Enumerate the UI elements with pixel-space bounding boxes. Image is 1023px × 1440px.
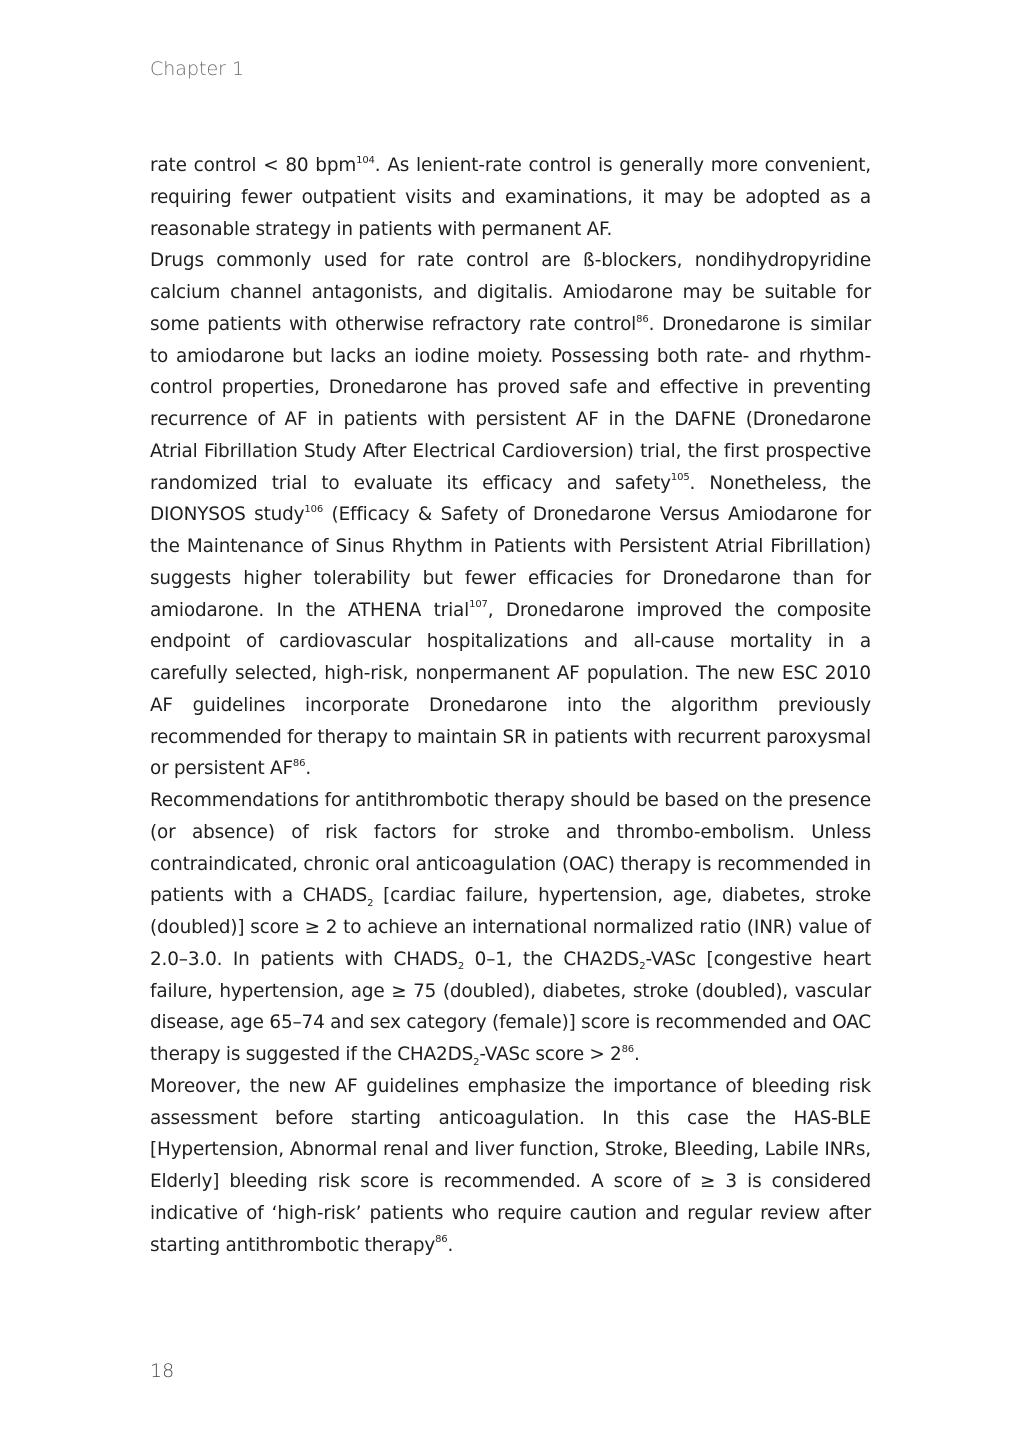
paragraph-text: . Dronedarone is similar to amiodarone but lacks an iodine moiety. Possessing both rate- and rhythm-control properties, Dronedarone has proved safe and effective in preventing recurrence of AF in patients with persistent AF in the DAFNE (Dronedarone Atrial Fibrillation Study After Electrical Cardioversion) trial, the first prospective randomized trial to evaluate its efficacy and safety (150, 313, 871, 494)
page-number: 18 (150, 1360, 175, 1382)
citation-superscript: 86 (636, 313, 649, 325)
paragraph-text: [cardiac failure, hypertension, age, diabetes, stroke (doubled)] score ≥ 2 to achieve an international normalized ratio (INR) value of 2.0–3.0. In patients with CHADS (150, 885, 872, 970)
paragraph-text: Recommendations for antithrombotic therapy should be based on the presence (or absence) of risk factors for stroke and thrombo-embolism. Unless contraindicated, chronic oral anticoagulation (OAC) therapy is recommended in patients with a CHADS (150, 790, 871, 907)
citation-superscript: 106 (304, 504, 324, 516)
citation-superscript: 104 (356, 154, 375, 166)
paragraph (150, 150, 871, 245)
paragraph-text: rate control < 80 bpm (150, 155, 357, 176)
citation-superscript: 105 (670, 472, 690, 484)
subscript: 2 (473, 1056, 480, 1068)
paragraph-text: -VASc score > 2 (479, 1044, 622, 1065)
paragraph-text: Drugs commonly used for rate control are ß-blockers, nondihydropyridine calcium channel antagonists, and digitalis. Amiodarone may be suitable for some patients with otherwise refractory rate control (150, 250, 871, 335)
paragraph-text: -VASc [congestive heart failure, hypertension, age ≥ 75 (doubled), diabetes, stroke (doubled), vascular disease, age 65–74 and sex category (female)] score is recommended and OAC therapy is suggested if the CHA2DS (150, 948, 872, 1065)
paragraph-text: . (447, 1234, 454, 1256)
running-header: Chapter 1 (150, 58, 245, 80)
subscript: 2 (639, 961, 646, 973)
paragraph-text: . As lenient-rate control is generally more convenient, requiring fewer outpatient visits and examinations, it may be adopted as a reasonable strategy in patients with permanent AF. (150, 155, 871, 240)
citation-superscript: 86 (621, 1043, 635, 1055)
paragraph (150, 785, 871, 1071)
paragraph (150, 245, 871, 785)
paragraph-text: . (305, 758, 312, 780)
subscript: 2 (457, 961, 465, 973)
citation-superscript: 107 (469, 599, 488, 611)
paragraph-text: . (634, 1044, 640, 1065)
paragraph-text: , Dronedarone improved the composite endpoint of cardiovascular hospitalizations and all-cause mortality in a carefully selected, high-risk, nonpermanent AF population. The new ESC 2010 AF guidelines incorporate Dronedarone into the algorithm previously recommended for therapy to maintain SR in patients with recurrent paroxysmal or persistent AF (150, 599, 871, 780)
body-text (150, 150, 871, 1261)
paragraph-text: . Nonetheless, the DIONYSOS study (150, 472, 871, 526)
subscript: 2 (367, 897, 374, 909)
paragraph-text: 0–1, the CHA2DS (464, 948, 640, 970)
citation-superscript: 86 (435, 1234, 448, 1246)
citation-superscript: 86 (292, 758, 306, 770)
paragraph-text: Moreover, the new AF guidelines emphasize the importance of bleeding risk assessment before starting anticoagulation. In this case the HAS-BLE [Hypertension, Abnormal renal and liver function, Stroke, Bleeding, Labile INRs, Elderly] bleeding risk score is recommended. A score of ≥ 3 is considered indicative of ‘high-risk’ patients who require caution and regular review after starting antithrombotic therapy (150, 1075, 871, 1256)
paragraph (150, 1071, 871, 1262)
paragraph-text: (Efficacy & Safety of Dronedarone Versus Amiodarone for the Maintenance of Sinus Rhythm in Patients with Persistent Atrial Fibrillation) suggests higher tolerability but fewer efficacies for Dronedarone than for amiodarone. In the ATHENA trial (150, 504, 872, 621)
